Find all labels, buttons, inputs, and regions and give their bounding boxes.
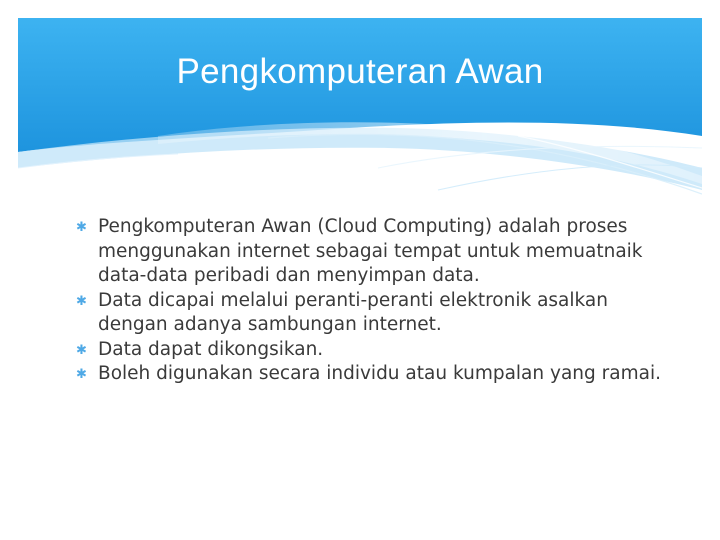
- bullet-item: [76, 338, 666, 363]
- bullet-item: [76, 289, 666, 338]
- bullet-item: [76, 362, 666, 387]
- bullet-text: Boleh digunakan secara individu atau kumpalan yang ramai.: [98, 363, 661, 384]
- header-banner-graphic: [18, 18, 702, 200]
- bullet-item: [76, 215, 666, 289]
- asterisk-icon: ✱: [76, 220, 87, 235]
- bullet-text: Pengkomputeran Awan (Cloud Computing) adalah proses menggunakan internet sebagai tempat untuk memuatnaik data-data peribadi dan menyimpan data.: [98, 216, 643, 286]
- asterisk-icon: ✱: [76, 342, 87, 358]
- header-banner: [18, 18, 702, 200]
- asterisk-icon: ✱: [76, 293, 87, 309]
- bullet-list: [76, 215, 666, 387]
- asterisk-icon: ✱: [76, 367, 87, 382]
- slide-title: Pengkomputeran Awan: [176, 52, 544, 91]
- bullet-text: Data dapat dikongsikan.: [98, 338, 324, 360]
- bullet-text: Data dicapai melalui peranti-peranti elektronik asalkan dengan adanya sambungan internet.: [98, 289, 608, 335]
